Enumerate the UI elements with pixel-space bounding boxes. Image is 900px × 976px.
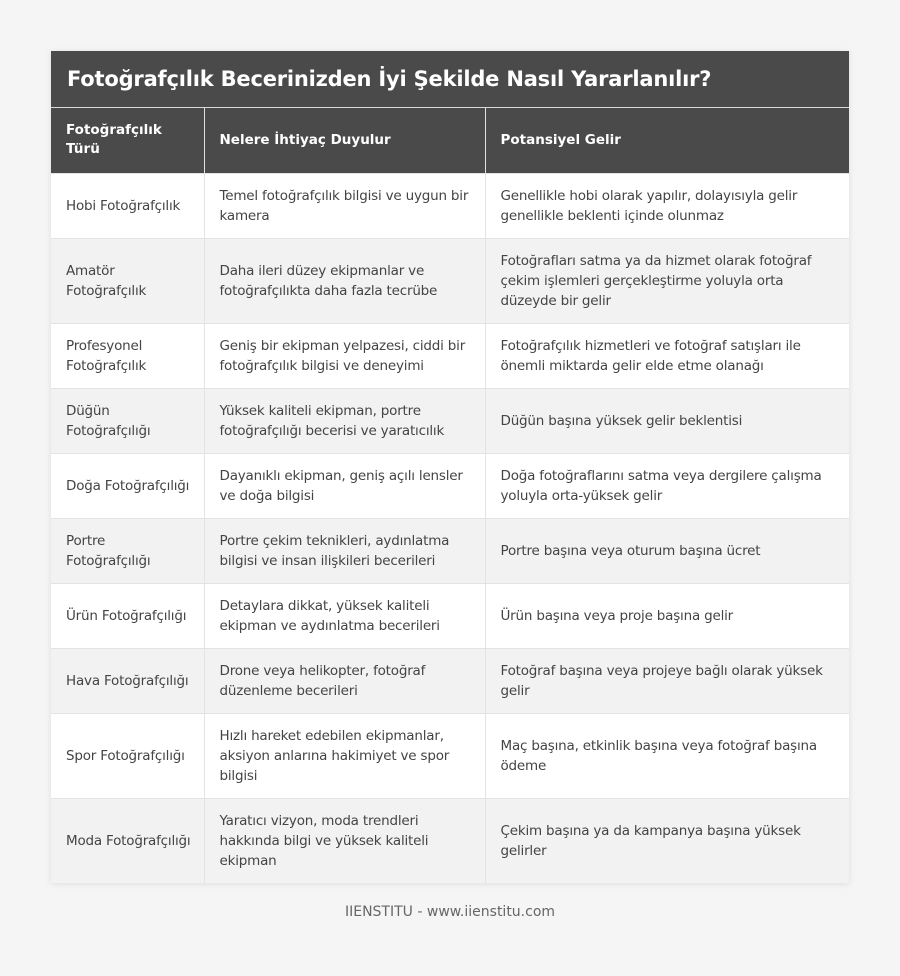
header-row — [51, 108, 849, 173]
column-header-needs: Nelere İhtiyaç Duyulur — [204, 108, 485, 173]
cell-type: Hava Fotoğrafçılığı — [51, 648, 204, 713]
cell-income: Maç başına, etkinlik başına veya fotoğraf başına ödeme — [485, 713, 849, 798]
cell-needs: Hızlı hareket edebilen ekipmanlar, aksiyon anlarına hakimiyet ve spor bilgisi — [204, 713, 485, 798]
cell-type: Profesyonel Fotoğrafçılık — [51, 323, 204, 388]
table-row — [51, 648, 849, 713]
cell-income: Fotoğrafları satma ya da hizmet olarak fotoğraf çekim işlemleri gerçekleştirme yoluyla orta düzeyde bir gelir — [485, 238, 849, 323]
table-row — [51, 173, 849, 238]
table-row — [51, 453, 849, 518]
cell-needs: Temel fotoğrafçılık bilgisi ve uygun bir kamera — [204, 173, 485, 238]
cell-needs: Drone veya helikopter, fotoğraf düzenleme becerileri — [204, 648, 485, 713]
cell-type: Doğa Fotoğrafçılığı — [51, 453, 204, 518]
cell-type: Ürün Fotoğrafçılığı — [51, 583, 204, 648]
cell-income: Fotoğraf başına veya projeye bağlı olarak yüksek gelir — [485, 648, 849, 713]
cell-needs: Daha ileri düzey ekipmanlar ve fotoğrafçılıkta daha fazla tecrübe — [204, 238, 485, 323]
column-header-income: Potansiyel Gelir — [485, 108, 849, 173]
cell-type: Spor Fotoğrafçılığı — [51, 713, 204, 798]
cell-type: Düğün Fotoğrafçılığı — [51, 388, 204, 453]
cell-income: Çekim başına ya da kampanya başına yüksek gelirler — [485, 798, 849, 883]
table-row — [51, 388, 849, 453]
cell-needs: Portre çekim teknikleri, aydınlatma bilgisi ve insan ilişkileri becerileri — [204, 518, 485, 583]
cell-needs: Geniş bir ekipman yelpazesi, ciddi bir fotoğrafçılık bilgisi ve deneyimi — [204, 323, 485, 388]
cell-needs: Yüksek kaliteli ekipman, portre fotoğrafçılığı becerisi ve yaratıcılık — [204, 388, 485, 453]
cell-type: Amatör Fotoğrafçılık — [51, 238, 204, 323]
table-row — [51, 323, 849, 388]
cell-type: Hobi Fotoğrafçılık — [51, 173, 204, 238]
table-row — [51, 238, 849, 323]
column-header-type: Fotoğrafçılık Türü — [51, 108, 204, 173]
photography-table — [51, 108, 849, 883]
footer-credit: IIENSTITU - www.iienstitu.com — [344, 904, 556, 920]
cell-income: Fotoğrafçılık hizmetleri ve fotoğraf satışları ile önemli miktarda gelir elde etme olanağı — [485, 323, 849, 388]
table-row — [51, 518, 849, 583]
table-title: Fotoğrafçılık Becerinizden İyi Şekilde Nasıl Yararlanılır? — [51, 51, 849, 108]
cell-needs: Yaratıcı vizyon, moda trendleri hakkında bilgi ve yüksek kaliteli ekipman — [204, 798, 485, 883]
table-row — [51, 583, 849, 648]
cell-income: Portre başına veya oturum başına ücret — [485, 518, 849, 583]
table-card — [51, 51, 849, 883]
cell-income: Doğa fotoğraflarını satma veya dergilere çalışma yoluyla orta-yüksek gelir — [485, 453, 849, 518]
cell-income: Genellikle hobi olarak yapılır, dolayısıyla gelir genellikle beklenti içinde olunmaz — [485, 173, 849, 238]
cell-income: Ürün başına veya proje başına gelir — [485, 583, 849, 648]
cell-needs: Detaylara dikkat, yüksek kaliteli ekipman ve aydınlatma becerileri — [204, 583, 485, 648]
table-row — [51, 713, 849, 798]
cell-type: Portre Fotoğrafçılığı — [51, 518, 204, 583]
table-row — [51, 798, 849, 883]
cell-income: Düğün başına yüksek gelir beklentisi — [485, 388, 849, 453]
cell-type: Moda Fotoğrafçılığı — [51, 798, 204, 883]
cell-needs: Dayanıklı ekipman, geniş açılı lensler ve doğa bilgisi — [204, 453, 485, 518]
